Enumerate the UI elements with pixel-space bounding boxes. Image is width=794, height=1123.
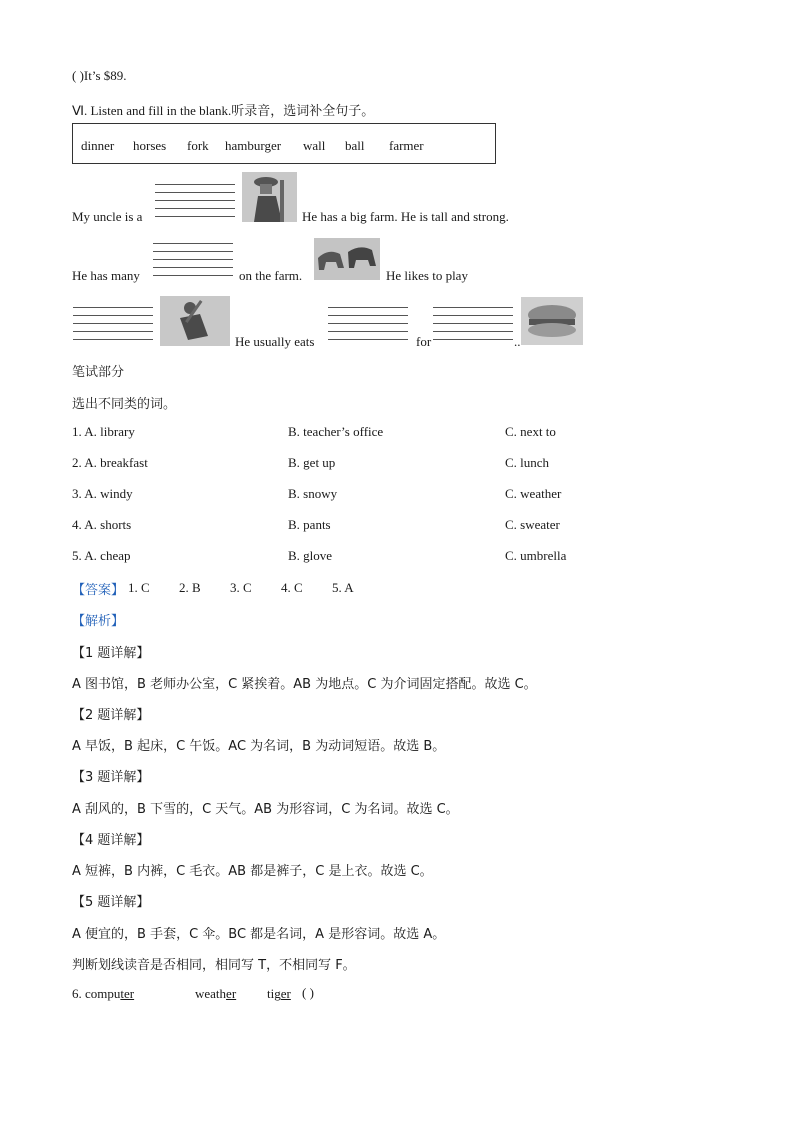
section-6-title: Ⅵ. Listen and fill in the blank.听录音，选词补全句子。 (72, 103, 375, 118)
option-row-3-c: C. weather (505, 486, 562, 501)
word-bank-item: dinner (81, 138, 115, 153)
word-stem: weath (195, 986, 227, 1001)
analysis-label: 【解析】 (72, 614, 125, 629)
answer-label: 【答案】 (72, 583, 125, 598)
option-row-2-c: C. lunch (505, 455, 550, 470)
word-bank-item: hamburger (225, 138, 282, 153)
word-stem: 6. compu (72, 986, 121, 1001)
option-row-1-c: C. next to (505, 424, 556, 439)
underlined-sound: er (226, 986, 237, 1001)
option-row-3-b: B. snowy (288, 486, 338, 501)
option-row-4-c: C. sweater (505, 517, 560, 532)
word-bank-item: ball (345, 138, 365, 153)
fill-blank[interactable] (433, 307, 513, 347)
detail-heading: 【4 题详解】 (72, 833, 150, 848)
detail-text: A 图书馆，B 老师办公室，C 紧挨着。AB 为地点。C 为介词固定搭配。故选 C。 (72, 677, 537, 692)
pronunciation-instruction: 判断划线读音是否相同，相同写 T，不相同写 F。 (72, 958, 356, 973)
option-row-2-b: B. get up (288, 455, 336, 470)
question-it-costs: ( )It’s $89. (72, 68, 127, 83)
fill-blank[interactable] (153, 243, 233, 283)
underlined-sound: er (280, 986, 291, 1001)
question-6-word-2 (195, 986, 236, 1002)
option-row-5-b: B. glove (288, 548, 333, 563)
detail-heading: 【2 题详解】 (72, 708, 150, 723)
answer-paren[interactable]: ( ) (302, 985, 314, 1000)
fill-blank[interactable] (328, 307, 408, 347)
sentence-2-mid: on the farm. (239, 268, 303, 283)
fill-blank[interactable] (155, 184, 235, 224)
farmer-picture (242, 172, 297, 222)
option-row-1-b: B. teacher’s office (288, 424, 384, 439)
sentence-3-end: .. (514, 334, 521, 349)
underlined-sound: ter (120, 986, 135, 1001)
sentence-2-end: He likes to play (386, 268, 468, 283)
option-row-4-b: B. pants (288, 517, 331, 532)
word-bank-item: farmer (389, 138, 424, 153)
word-bank-item: fork (187, 138, 209, 153)
sentence-1-start: My uncle is a (72, 209, 143, 224)
answer-item: 3. C (230, 580, 252, 595)
hamburger-picture (521, 297, 583, 345)
option-row-4-a: 4. A. shorts (72, 517, 132, 532)
sentence-3-mid: for (416, 334, 432, 349)
detail-text: A 便宜的，B 手套，C 伞。BC 都是名词，A 是形容词。故选 A。 (72, 927, 446, 942)
word-bank-box (72, 123, 496, 164)
sentence-1-end: He has a big farm. He is tall and strong. (302, 209, 509, 224)
fill-blank[interactable] (73, 307, 153, 347)
detail-heading: 【3 题详解】 (72, 770, 150, 785)
option-row-2-a: 2. A. breakfast (72, 455, 148, 470)
detail-heading: 【5 题详解】 (72, 895, 150, 910)
word-bank-item: wall (303, 138, 326, 153)
question-6-word-3 (267, 986, 291, 1002)
detail-text: A 早饭，B 起床，C 午饭。AC 为名词，B 为动词短语。故选 B。 (72, 739, 446, 754)
detail-heading: 【1 题详解】 (72, 646, 150, 661)
ball-player-picture (160, 296, 230, 346)
horses-picture (314, 238, 380, 280)
sentence-3-start: He usually eats (235, 334, 315, 349)
answer-item: 5. A (332, 580, 354, 595)
written-part-heading: 笔试部分 (72, 365, 125, 380)
option-row-5-a: 5. A. cheap (72, 548, 131, 563)
detail-text: A 短裤，B 内裤，C 毛衣。AB 都是裤子，C 是上衣。故选 C。 (72, 864, 433, 879)
answer-item: 2. B (179, 580, 201, 595)
option-row-1-a: 1. A. library (72, 424, 135, 439)
answer-item: 1. C (128, 580, 150, 595)
option-row-3-a: 3. A. windy (72, 486, 133, 501)
word-bank-item: horses (133, 138, 167, 153)
answer-item: 4. C (281, 580, 303, 595)
option-row-5-c: C. umbrella (505, 548, 567, 563)
odd-one-out-instruction: 选出不同类的词。 (72, 397, 177, 412)
detail-text: A 刮风的，B 下雪的，C 天气。AB 为形容词，C 为名词。故选 C。 (72, 802, 459, 817)
question-6-word-1 (72, 986, 134, 1002)
sentence-2-start: He has many (72, 268, 140, 283)
word-stem: tig (267, 986, 281, 1001)
